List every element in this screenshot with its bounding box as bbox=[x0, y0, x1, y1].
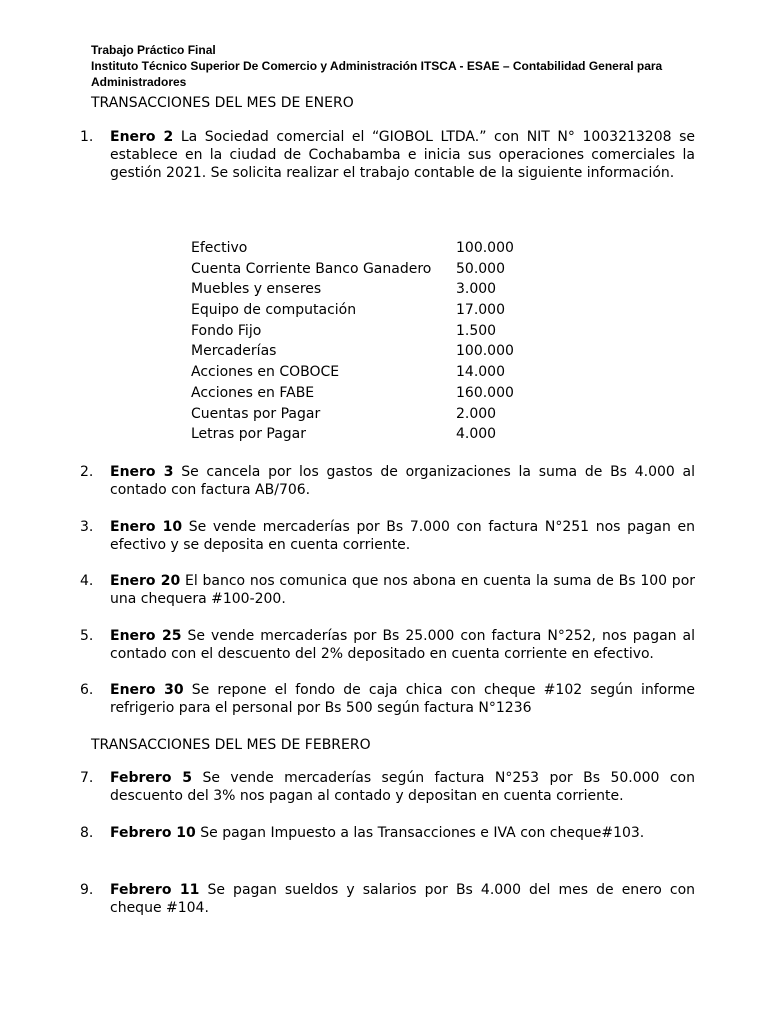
item-body bbox=[110, 824, 695, 842]
item-date: Enero 3 bbox=[110, 464, 174, 480]
account-name: Muebles y enseres bbox=[191, 281, 322, 298]
item-text: Se vende mercaderías por Bs 7.000 con factura N°251 nos pagan en efectivo y se deposita en cuenta corriente. bbox=[110, 519, 696, 553]
table-row bbox=[191, 383, 531, 404]
account-name: Acciones en COBOCE bbox=[191, 364, 340, 381]
item-text: La Sociedad comercial el “GIOBOL LTDA.” con NIT N° 1003213208 se establece en la ciudad de Cochabamba e inicia sus operaciones comerciales la gestión 2021. Se solicita realizar el trabajo contable de la siguiente información. bbox=[110, 129, 695, 181]
item-body bbox=[110, 769, 695, 805]
table-row bbox=[191, 341, 531, 362]
item-date: Enero 25 bbox=[110, 628, 182, 644]
list-item bbox=[80, 824, 695, 842]
table-row bbox=[191, 321, 531, 342]
item-number: 4. bbox=[80, 573, 94, 589]
account-name: Efectivo bbox=[191, 240, 248, 256]
list-item bbox=[80, 681, 695, 717]
section-title-enero: TRANSACCIONES DEL MES DE ENERO bbox=[91, 95, 354, 111]
item-text: Se vende mercaderías según factura N°253 por Bs 50.000 con descuento del 3% nos pagan al contado y depositan en cuenta corriente. bbox=[110, 770, 695, 804]
account-name: Letras por Pagar bbox=[191, 426, 307, 443]
item-number: 6. bbox=[80, 682, 94, 698]
item-number: 3. bbox=[80, 519, 94, 535]
table-row bbox=[191, 238, 531, 259]
list-item bbox=[80, 627, 695, 663]
account-name: Acciones en FABE bbox=[191, 384, 315, 401]
item-date: Enero 30 bbox=[110, 682, 184, 698]
item-date: Enero 10 bbox=[110, 519, 183, 535]
accounts-table bbox=[191, 238, 531, 445]
list-item bbox=[80, 128, 695, 182]
table-row bbox=[191, 279, 531, 300]
item-body bbox=[110, 572, 695, 608]
header-institution: Instituto Técnico Superior De Comercio y Administración ITSCA - ESAE – Contabilidad General para Administradores bbox=[91, 59, 663, 89]
account-name: Cuenta Corriente Banco Ganadero bbox=[191, 260, 432, 277]
item-text: Se pagan Impuesto a las Transacciones e IVA con cheque#103. bbox=[195, 825, 645, 841]
account-amount: 14.000 bbox=[456, 364, 505, 381]
item-text: Se cancela por los gastos de organizaciones la suma de Bs 4.000 al contado con factura AB/706. bbox=[110, 464, 695, 498]
account-amount: 17.000 bbox=[456, 302, 505, 319]
account-amount: 1.500 bbox=[456, 322, 497, 339]
item-text: Se vende mercaderías por Bs 25.000 con factura N°252, nos pagan al contado con el descuento del 2% depositado en cuenta corriente en efectivo. bbox=[110, 628, 696, 662]
list-item bbox=[80, 769, 695, 805]
table-row bbox=[191, 362, 531, 383]
item-text: Se repone el fondo de caja chica con cheque #102 según informe refrigerio para el personal por Bs 500 según factura N°1236 bbox=[110, 682, 695, 716]
list-item bbox=[80, 572, 695, 608]
item-body bbox=[110, 463, 695, 499]
account-amount: 3.000 bbox=[456, 281, 497, 298]
item-date: Febrero 5 bbox=[110, 770, 193, 786]
section-title-febrero: TRANSACCIONES DEL MES DE FEBRERO bbox=[91, 737, 371, 753]
item-number: 8. bbox=[80, 825, 94, 841]
account-name: Mercaderías bbox=[191, 343, 277, 360]
list-item bbox=[80, 518, 695, 554]
item-body bbox=[110, 681, 695, 717]
account-name: Equipo de computación bbox=[191, 302, 357, 319]
item-number: 9. bbox=[80, 882, 94, 898]
item-date: Enero 20 bbox=[110, 573, 181, 589]
account-amount: 100.000 bbox=[456, 240, 514, 256]
item-number: 2. bbox=[80, 464, 94, 480]
item-body bbox=[110, 128, 695, 182]
item-number: 7. bbox=[80, 770, 94, 786]
item-body bbox=[110, 627, 695, 663]
item-body bbox=[110, 881, 695, 917]
item-date: Enero 2 bbox=[110, 129, 174, 145]
item-text: Se pagan sueldos y salarios por Bs 4.000 del mes de enero con cheque #104. bbox=[110, 882, 696, 916]
table-row bbox=[191, 424, 531, 445]
account-amount: 100.000 bbox=[456, 343, 514, 360]
header-title: Trabajo Práctico Final bbox=[91, 43, 216, 57]
account-amount: 4.000 bbox=[456, 426, 497, 443]
account-amount: 2.000 bbox=[456, 405, 497, 422]
item-date: Febrero 11 bbox=[110, 882, 200, 898]
table-row bbox=[191, 404, 531, 425]
item-body bbox=[110, 518, 695, 554]
item-number: 5. bbox=[80, 628, 94, 644]
list-item bbox=[80, 881, 695, 917]
item-number: 1. bbox=[80, 129, 94, 145]
list-item bbox=[80, 463, 695, 499]
item-text: El banco nos comunica que nos abona en cuenta la suma de Bs 100 por una chequera #100-200. bbox=[110, 573, 696, 607]
table-row bbox=[191, 300, 531, 321]
account-amount: 50.000 bbox=[456, 260, 505, 277]
account-name: Fondo Fijo bbox=[191, 322, 262, 339]
table-row bbox=[191, 259, 531, 280]
item-date: Febrero 10 bbox=[110, 825, 196, 841]
account-name: Cuentas por Pagar bbox=[191, 405, 321, 422]
account-amount: 160.000 bbox=[456, 384, 514, 401]
document-header bbox=[91, 42, 711, 90]
